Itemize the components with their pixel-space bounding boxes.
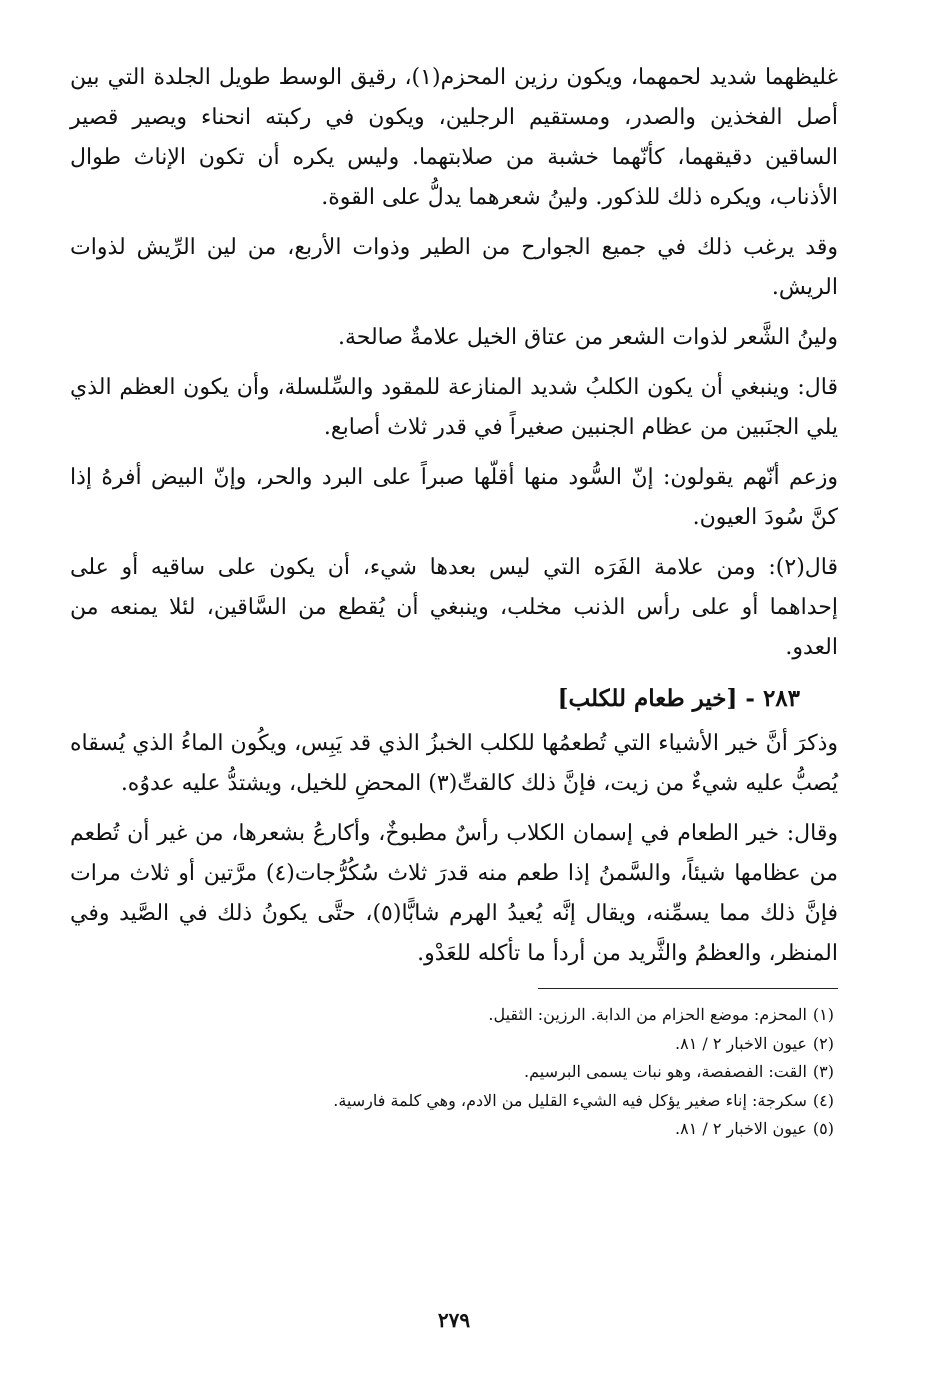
- footnote-4: [70, 1087, 838, 1116]
- section-heading: ٢٨٣ - [خير طعام للكلب]: [557, 685, 800, 712]
- book-page: [70, 58, 838, 1348]
- paragraph-4: قال: وينبغي أن يكون الكلبُ شديد المنازعة للمقود والسِّلسلة، وأن يكون العظم الذي يلي الجنَبين من عظام الجنبين صغيراً في قدر ثلاث أصابع.: [70, 375, 838, 440]
- footnote-3: [70, 1058, 838, 1087]
- footnote-5: [70, 1115, 838, 1144]
- footnote-text: المحزم: موضع الحزام من الدابة. الرزين: الثقيل.: [488, 1005, 807, 1024]
- footnote-number: (٥): [812, 1119, 834, 1138]
- footnote-number: (١): [812, 1005, 834, 1024]
- paragraph-2: وقد يرغب ذلك في جميع الجوارح من الطير وذوات الأربع، من لين الرِّيش لذوات الريش.: [70, 235, 839, 300]
- footnote-text: عيون الاخبار ٢ / ٨١.: [675, 1033, 807, 1053]
- paragraph-8: وقال: خير الطعام في إسمان الكلاب رأسٌ مطبوخٌ، وأكارعُ بشعرها، من غير أن تُطعم من عظامها شيئاً، والسَّمنُ إذا طعم منه قدرَ ثلاث سُكُرُّجات(٤) مرَّتين أو ثلاث مرات فإنَّ ذلك مما يسمِّنه، ويقال إنَّه يُعيدُ الهرم شابًّا(٥)، حتَّى يكونُ ذلك في الصَّيد وفي المنظر، والعظمُ والثَّريد من أردأ ما تأكله للعَدْو.: [70, 821, 838, 966]
- paragraph-5: وزعم أنّهم يقولون: إنّ السُّود منها أقلّها صبراً على البرد والحر، وإنّ البيض أفرهُ إذا كنَّ سُودَ العيون.: [70, 465, 838, 530]
- footnote-divider: [538, 988, 838, 989]
- footnote-text: سكرجة: إناء صغير يؤكل فيه الشيء القليل من الادم، وهي كلمة فارسية.: [333, 1090, 807, 1110]
- footnote-2: [70, 1030, 838, 1059]
- paragraph-3: ولينُ الشَّعر لذوات الشعر من عتاق الخيل علامةٌ صالحة.: [337, 325, 838, 350]
- footnote-number: (٢): [812, 1033, 834, 1053]
- page-number: ٢٧٩: [437, 1308, 471, 1332]
- paragraph-7: وذكرَ أنَّ خير الأشياء التي تُطعمُها للكلب الخبزُ الذي قد يَبِس، ويكُون الماءُ الذي يُسقاه يُصبُّ عليه شيءٌ من زيت، فإنَّ ذلك كالقتِّ(٣) المحضِ للخيل، ويشتدُّ عليه عدوُه.: [70, 731, 838, 796]
- footnote-1: [70, 1001, 838, 1030]
- footnotes-list: [70, 1001, 838, 1144]
- paragraph-6: قال(٢): ومن علامة الفَرَه التي ليس بعدها شيء، أن يكون على ساقيه أو على إحداهما أو على رأس الذنب مخلب، وينبغي أن يُقطع من السَّاقين، لئلا يمنعه من العدو.: [70, 555, 838, 660]
- footnote-text: القت: الفصفصة، وهو نبات يسمى البرسيم.: [524, 1062, 807, 1081]
- footnote-number: (٤): [812, 1090, 834, 1110]
- footnote-number: (٣): [812, 1062, 834, 1081]
- footnote-text: عيون الاخبار ٢ / ٨١.: [675, 1119, 807, 1138]
- paragraph-1: غليظهما شديد لحمهما، ويكون رزين المحزم(١)، رقيق الوسط طويل الجلدة التي بين أصل الفخذين والصدر، ومستقيم الرجلين، ويكون في ركبته انحناء ويصير قصير الساقين دقيقهما، كأنّهما خشبة من صلابتهما. وليس يكره أن تكون الإناث طوال الأذناب، ويكره ذلك للذكور. ولينُ شعرهما يدلُّ على القوة.: [70, 65, 838, 210]
